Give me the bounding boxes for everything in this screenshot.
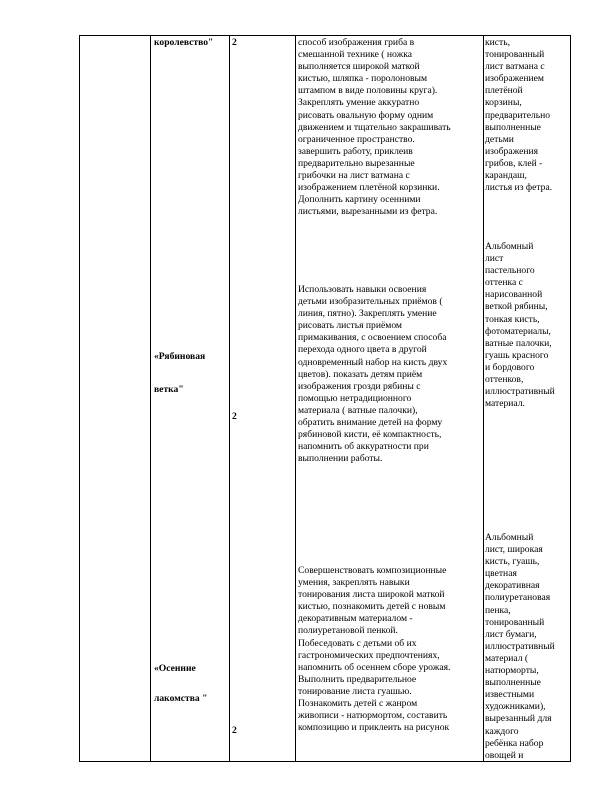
row-topic: «Рябиновая [154, 351, 206, 362]
row-hours: 2 [232, 37, 237, 48]
row-materials: Альбомный лист пастельного оттенка с нарисованной веткой рябины, тонкая кисть, фотоматериалы, ватные палочки, гуашь красного и бордового оттенков, иллюстративный материал. [485, 241, 555, 410]
row-topic: королевство" [154, 37, 214, 48]
row-topic-continued: ветка" [154, 384, 184, 395]
row-materials: Альбомный лист, широкая кисть, гуашь, цветная декоративная полиуретановая пенка, тонированный лист бумаги, иллюстративный материал ( натюрморты, выполненные известными художниками), вырезанный для каждого ребёнка набор овощей и [485, 532, 555, 761]
row-topic-continued: лакомства " [154, 693, 208, 704]
column-border [79, 35, 80, 762]
column-border [483, 35, 484, 762]
column-border [295, 35, 296, 762]
row-tasks: способ изображения гриба в смешанной технике ( ножка выполняется широкой маткой кистью, шляпка - поролоновым штампом в виде половины круга). Закреплять умение аккуратно рисовать овальную форму одним движением и тщательно закрашивать ограниченное пространство. завершить работу, приклеив предварительно вырезанные грибочки на лист ватмана с изображением плетёной корзинки. Дополнить картину осенними листьями, вырезанными из фетра. [298, 37, 451, 218]
row-hours: 2 [232, 725, 237, 736]
row-tasks: Совершенствовать композиционные умения, закреплять навыки тонирования листа широкой маткой кистью, познакомить детей с новым декоративным материалом - полиуретановой пенкой. Побеседовать с детьми об их гастрономических предпочтениях, напомнить об осеннем сборе урожая. Выполнить предварительное тонирование листа гуашью. Познакомить детей с жанром живописи - натюрмортом, составить композицию и приклеить на рисунок [298, 565, 451, 734]
row-topic: «Осенние [154, 663, 196, 674]
column-border [229, 35, 230, 762]
column-border [150, 35, 151, 762]
table-top-border [79, 35, 571, 36]
row-materials: кисть, тонированный лист ватмана с изображением плетёной корзины, предварительно выполненные детьми изображения грибов, клей - карандаш, листья из фетра. [485, 37, 553, 194]
row-hours: 2 [232, 411, 237, 422]
column-border [570, 35, 571, 762]
row-tasks: Использовать навыки освоения детьми изобразительных приёмов ( линия, пятно). Закреплять умение рисовать листья приёмом примакивания, с освоением способа перехода одного цвета в другой одновременный набор на кисть двух цветов). показать детям приём изображения грозди рябины с помощью нетрадиционного материала ( ватные палочки), обратить внимание детей на форму рябиновой кисти, её компактность, напомнить об аккуратности при выполнении работы. [298, 284, 448, 465]
